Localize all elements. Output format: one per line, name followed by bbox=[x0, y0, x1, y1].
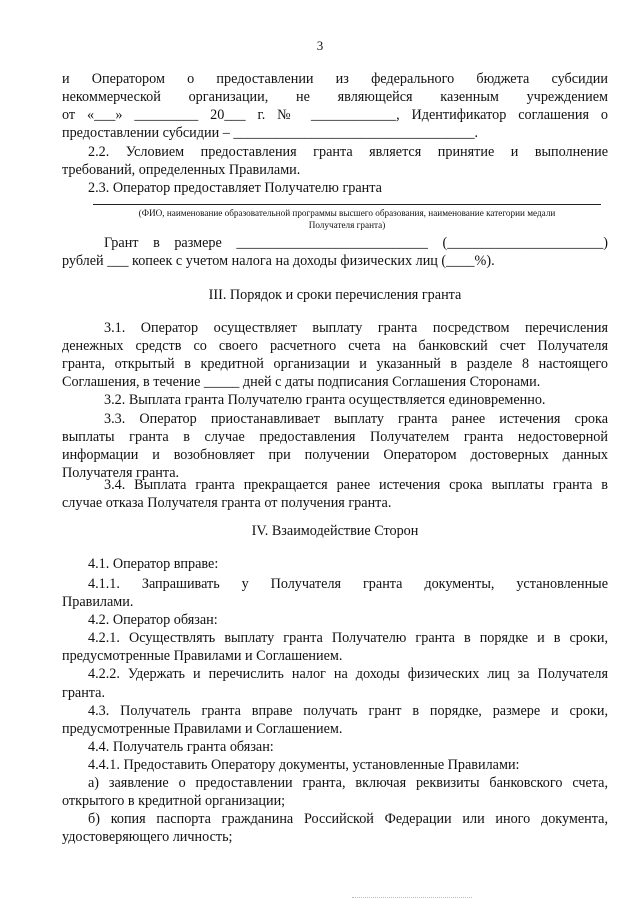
section-heading: IV. Взаимодействие Сторон bbox=[251, 523, 419, 539]
text-line: требований, определенных Правилами. bbox=[62, 162, 301, 178]
text-line: 3.2. Выплата гранта Получателю гранта осуществляется единовременно. bbox=[104, 392, 546, 408]
text-line: Получателя гранта. bbox=[62, 465, 180, 481]
text-line: гранта. bbox=[62, 685, 106, 701]
text-line: выплаты гранта в случае предоставления Получателем гранта недостоверной bbox=[62, 429, 608, 445]
text-line: гранта, открытый в кредитной организации и указанный в разделе 8 настоящего bbox=[62, 356, 608, 372]
scan-artifact bbox=[352, 897, 472, 898]
text-line: 4.2.2. Удержать и перечислить налог на доходы физических лиц за Получателя bbox=[88, 666, 608, 682]
text-line: 4.4. Получатель гранта обязан: bbox=[88, 739, 274, 755]
text-line: Правилами. bbox=[62, 594, 134, 610]
text-line: информации и возобновляет при получении Оператором достоверных данных bbox=[62, 447, 608, 463]
fill-in-line bbox=[93, 204, 601, 205]
text-line: предусмотренные Правилами и Соглашением. bbox=[62, 721, 343, 737]
text-line: 3.3. Оператор приостанавливает выплату гранта ранее истечения срока bbox=[104, 411, 608, 427]
text-line: 4.1. Оператор вправе: bbox=[88, 556, 219, 572]
text-line: предоставлении субсидии – __________________________________. bbox=[62, 125, 479, 141]
text-line: случае отказа Получателя гранта от получения гранта. bbox=[62, 495, 392, 511]
text-line: 3.1. Оператор осуществляет выплату гранта посредством перечисления bbox=[104, 320, 608, 336]
text-line: Соглашения, в течение _____ дней с даты подписания Соглашения Сторонами. bbox=[62, 374, 541, 390]
page-number: 3 bbox=[316, 38, 324, 53]
section-heading: III. Порядок и сроки перечисления гранта bbox=[208, 287, 462, 303]
text-line: открытого в кредитной организации; bbox=[62, 793, 286, 809]
text-line: 2.3. Оператор предоставляет Получателю гранта bbox=[88, 180, 382, 196]
text-line: некоммерческой организации, не являющейся казенным учреждением bbox=[62, 89, 608, 105]
text-line: предусмотренные Правилами и Соглашением. bbox=[62, 648, 343, 664]
text-line: 4.1.1. Запрашивать у Получателя гранта документы, установленные bbox=[88, 576, 608, 592]
text-line: б) копия паспорта гражданина Российской Федерации или иного документа, bbox=[88, 811, 608, 827]
text-line: Грант в размере ___________________________ (______________________) bbox=[104, 235, 608, 251]
text-line: 4.3. Получатель гранта вправе получать грант в порядке, размере и сроки, bbox=[88, 703, 608, 719]
text-line: 4.4.1. Предоставить Оператору документы, установленные Правилами: bbox=[88, 757, 520, 773]
text-line: 4.2. Оператор обязан: bbox=[88, 612, 218, 628]
text-line: 2.2. Условием предоставления гранта является принятие и выполнение bbox=[88, 144, 608, 160]
text-line: 4.2.1. Осуществлять выплату гранта Получателю гранта в порядке и в сроки, bbox=[88, 630, 608, 646]
text-line: денежных средств со своего расчетного счета на банковский счет Получателя bbox=[62, 338, 608, 354]
text-line: а) заявление о предоставлении гранта, включая реквизиты банковского счета, bbox=[88, 775, 608, 791]
text-line: рублей ___ копеек с учетом налога на доходы физических лиц (____%). bbox=[62, 253, 495, 269]
text-line: 3.4. Выплата гранта прекращается ранее истечения срока выплаты гранта в bbox=[104, 477, 608, 493]
field-caption: Получателя гранта) bbox=[308, 220, 386, 230]
field-caption: (ФИО, наименование образовательной программы высшего образования, наименование категории медали bbox=[138, 208, 556, 218]
text-line: и Оператором о предоставлении из федерального бюджета субсидии bbox=[62, 71, 608, 87]
text-line: от «___» _________ 20___ г. № ____________, Идентификатор соглашения о bbox=[62, 107, 608, 123]
text-line: удостоверяющего личность; bbox=[62, 829, 233, 845]
